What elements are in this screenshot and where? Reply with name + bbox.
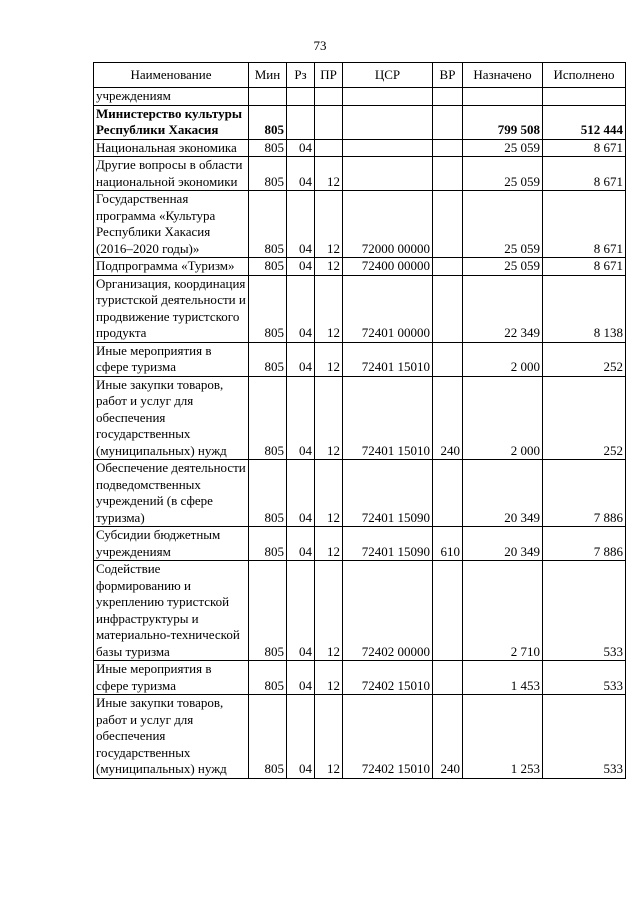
budget-table xyxy=(93,62,626,779)
cell-assigned: 20 349 xyxy=(463,460,543,527)
cell-csr xyxy=(343,157,433,191)
cell-executed: 8 671 xyxy=(543,258,626,276)
table-header-row xyxy=(94,63,626,88)
header-assigned: Назначено xyxy=(463,63,543,88)
cell-assigned: 22 349 xyxy=(463,275,543,342)
cell-csr: 72401 15010 xyxy=(343,342,433,376)
cell-vr xyxy=(433,157,463,191)
cell-executed: 533 xyxy=(543,695,626,779)
cell-pr: 12 xyxy=(315,157,343,191)
cell-rz: 04 xyxy=(287,460,315,527)
cell-csr: 72402 15010 xyxy=(343,661,433,695)
cell-rz: 04 xyxy=(287,275,315,342)
cell-min: 805 xyxy=(249,258,287,276)
table-row xyxy=(94,105,626,139)
cell-executed: 252 xyxy=(543,376,626,460)
cell-rz: 04 xyxy=(287,695,315,779)
cell-name: Обеспечение деятельности подведомственных учреждений (в сфере туризма) xyxy=(94,460,249,527)
cell-rz: 04 xyxy=(287,258,315,276)
cell-rz: 04 xyxy=(287,157,315,191)
cell-min: 805 xyxy=(249,157,287,191)
header-csr: ЦСР xyxy=(343,63,433,88)
cell-rz: 04 xyxy=(287,139,315,157)
cell-vr xyxy=(433,139,463,157)
cell-csr xyxy=(343,105,433,139)
table-row xyxy=(94,527,626,561)
cell-csr: 72402 00000 xyxy=(343,561,433,661)
cell-vr xyxy=(433,105,463,139)
page-number: 73 xyxy=(313,38,327,53)
continuation-row xyxy=(94,88,626,106)
cell-rz: 04 xyxy=(287,527,315,561)
table-row xyxy=(94,139,626,157)
cell-executed: 533 xyxy=(543,661,626,695)
cell-pr: 12 xyxy=(315,275,343,342)
cell-name: Иные закупки товаров, работ и услуг для обеспечения государственных (муниципальных) нужд xyxy=(94,695,249,779)
cell-pr: 12 xyxy=(315,258,343,276)
cell-rz: 04 xyxy=(287,661,315,695)
cell-vr xyxy=(433,191,463,258)
cell-min: 805 xyxy=(249,139,287,157)
table-row xyxy=(94,342,626,376)
cell-executed: 512 444 xyxy=(543,105,626,139)
cell-min: 805 xyxy=(249,661,287,695)
cell-name: Государственная программа «Культура Республики Хакасия (2016–2020 годы)» xyxy=(94,191,249,258)
cell-rz xyxy=(287,105,315,139)
cell-rz: 04 xyxy=(287,342,315,376)
table-row xyxy=(94,661,626,695)
table-row xyxy=(94,275,626,342)
cell-csr: 72401 15010 xyxy=(343,376,433,460)
cell-min: 805 xyxy=(249,460,287,527)
cell-csr xyxy=(343,139,433,157)
cell-vr: 240 xyxy=(433,695,463,779)
cell-name: Содействие формированию и укреплению туристской инфраструктуры и материально-технической базы туризма xyxy=(94,561,249,661)
table-row xyxy=(94,460,626,527)
cell-rz: 04 xyxy=(287,561,315,661)
cell-assigned: 25 059 xyxy=(463,258,543,276)
cell-vr xyxy=(433,561,463,661)
cell-pr: 12 xyxy=(315,191,343,258)
cell-vr xyxy=(433,275,463,342)
cell-executed: 7 886 xyxy=(543,460,626,527)
cell-csr: 72401 15090 xyxy=(343,527,433,561)
cell-name: Иные мероприятия в сфере туризма xyxy=(94,661,249,695)
cell-name: Субсидии бюджетным учреждениям xyxy=(94,527,249,561)
cell-executed: 8 671 xyxy=(543,139,626,157)
cell-executed: 533 xyxy=(543,561,626,661)
table-row xyxy=(94,695,626,779)
cell-vr xyxy=(433,342,463,376)
table-row xyxy=(94,191,626,258)
cell-assigned: 25 059 xyxy=(463,191,543,258)
cell-name: Другие вопросы в области национальной экономики xyxy=(94,157,249,191)
cell-vr xyxy=(433,460,463,527)
cell-assigned: 2 000 xyxy=(463,376,543,460)
cell-name: Организация, координация туристской деятельности и продвижение туристского продукта xyxy=(94,275,249,342)
cell-rz: 04 xyxy=(287,376,315,460)
cell-csr: 72402 15010 xyxy=(343,695,433,779)
cell-assigned: 2 000 xyxy=(463,342,543,376)
cell-pr: 12 xyxy=(315,460,343,527)
cell-csr: 72401 15090 xyxy=(343,460,433,527)
cell-assigned: 2 710 xyxy=(463,561,543,661)
cell-csr: 72000 00000 xyxy=(343,191,433,258)
table-row xyxy=(94,258,626,276)
cell-min: 805 xyxy=(249,527,287,561)
cell-assigned: 25 059 xyxy=(463,139,543,157)
cell-pr xyxy=(315,139,343,157)
cell-min: 805 xyxy=(249,275,287,342)
cell-vr xyxy=(433,258,463,276)
header-min: Мин xyxy=(249,63,287,88)
header-executed: Исполнено xyxy=(543,63,626,88)
cell-pr: 12 xyxy=(315,561,343,661)
cell-pr xyxy=(315,105,343,139)
cell-pr: 12 xyxy=(315,342,343,376)
cell-name: Иные мероприятия в сфере туризма xyxy=(94,342,249,376)
cell-assigned: 1 253 xyxy=(463,695,543,779)
header-rz: Рз xyxy=(287,63,315,88)
cell-min: 805 xyxy=(249,376,287,460)
cell-executed: 8 671 xyxy=(543,191,626,258)
cell-vr: 240 xyxy=(433,376,463,460)
cell-pr: 12 xyxy=(315,695,343,779)
continuation-text: учреждениям xyxy=(94,88,249,106)
cell-executed: 8 138 xyxy=(543,275,626,342)
cell-assigned: 1 453 xyxy=(463,661,543,695)
table-row xyxy=(94,376,626,460)
cell-min: 805 xyxy=(249,191,287,258)
header-name: Наименование xyxy=(94,63,249,88)
cell-min: 805 xyxy=(249,695,287,779)
cell-min: 805 xyxy=(249,342,287,376)
cell-assigned: 799 508 xyxy=(463,105,543,139)
cell-name: Министерство культуры Республики Хакасия xyxy=(94,105,249,139)
cell-vr xyxy=(433,661,463,695)
cell-csr: 72400 00000 xyxy=(343,258,433,276)
cell-name: Национальная экономика xyxy=(94,139,249,157)
table-row xyxy=(94,561,626,661)
cell-name: Подпрограмма «Туризм» xyxy=(94,258,249,276)
cell-pr: 12 xyxy=(315,376,343,460)
cell-assigned: 25 059 xyxy=(463,157,543,191)
cell-min: 805 xyxy=(249,561,287,661)
header-pr: ПР xyxy=(315,63,343,88)
cell-vr: 610 xyxy=(433,527,463,561)
cell-pr: 12 xyxy=(315,527,343,561)
cell-assigned: 20 349 xyxy=(463,527,543,561)
cell-min: 805 xyxy=(249,105,287,139)
header-vr: ВР xyxy=(433,63,463,88)
cell-executed: 7 886 xyxy=(543,527,626,561)
cell-rz: 04 xyxy=(287,191,315,258)
cell-pr: 12 xyxy=(315,661,343,695)
cell-executed: 252 xyxy=(543,342,626,376)
cell-executed: 8 671 xyxy=(543,157,626,191)
cell-name: Иные закупки товаров, работ и услуг для обеспечения государственных (муниципальных) нужд xyxy=(94,376,249,460)
cell-csr: 72401 00000 xyxy=(343,275,433,342)
table-row xyxy=(94,157,626,191)
